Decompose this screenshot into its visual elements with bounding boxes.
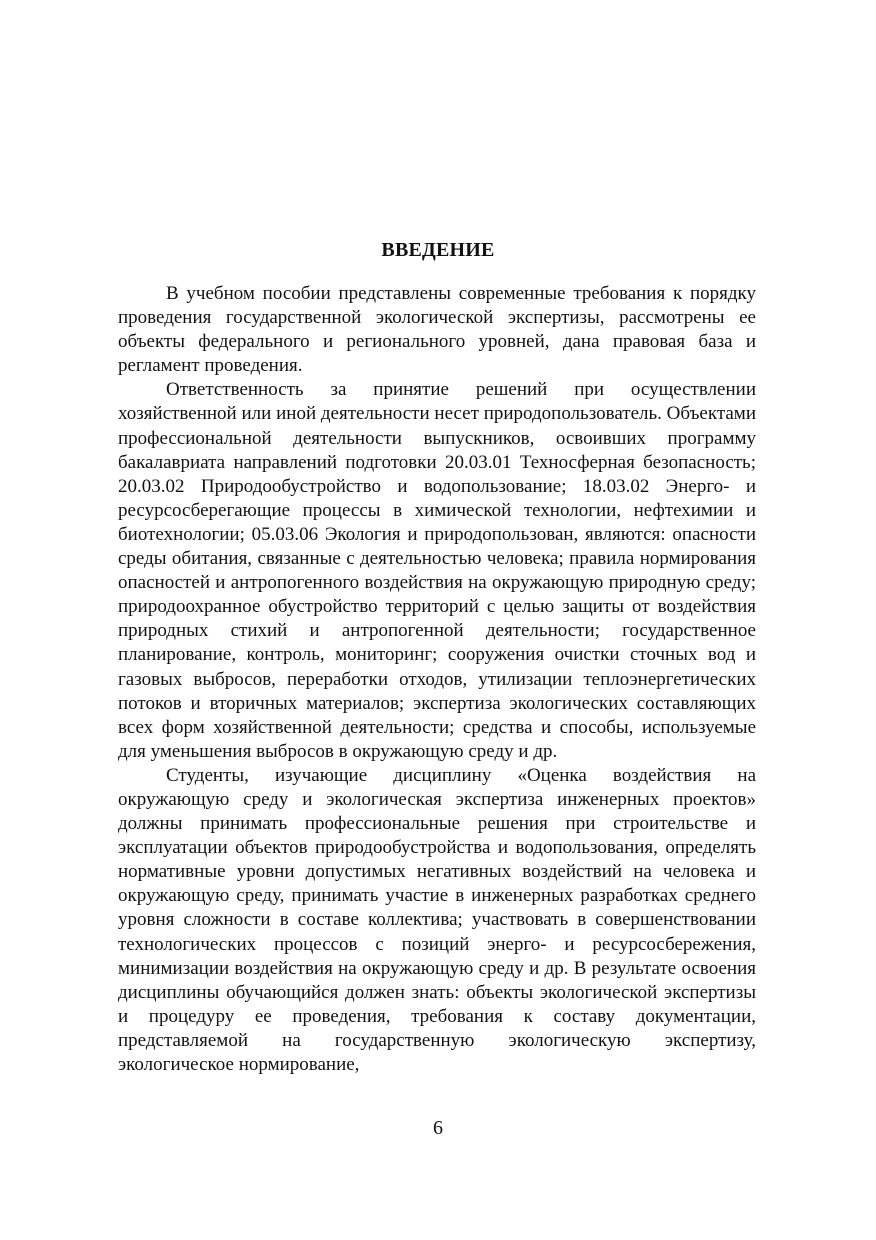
paragraph-2: Ответственность за принятие решений при осуществлении хозяйственной или иной деятельности несет природопользователь. Объектами профессиональной деятельности выпускников, освоивших программу бакалавриата направлений подготовки 20.03.01 Техносферная безопасность; 20.03.02 Природообустройство и водопользование; 18.03.02 Энерго- и ресурсосберегающие процессы в химической технологии, нефтехимии и биотехнологии; 05.03.06 Экология и природопользован, являются: опасности среды обитания, связанные с деятельностью человека; правила нормирования опасностей и антропогенного воздействия на окружающую природную среду; природоохранное обустройство территорий с целью защиты от воздействия природных стихий и антропогенной деятельности; государственное планирование, контроль, мониторинг; сооружения очистки сточных вод и газовых выбросов, переработки отходов, утилизации теплоэнергетических потоков и вторичных материалов; экспертиза экологических составляющих всех форм хозяйственной деятельности; средства и способы, используемые для уменьшения выбросов в окружающую среду и др.: [118, 379, 756, 762]
paragraph-1: В учебном пособии представлены современные требования к порядку проведения государственной экологической экспертизы, рассмотрены ее объекты федерального и регионального уровней, дана правовая база и регламент проведения.: [118, 283, 756, 377]
body-text: [118, 282, 756, 1077]
page-title: ВВЕДЕНИЕ: [381, 239, 495, 261]
paragraph-3: Студенты, изучающие дисциплину «Оценка воздействия на окружающую среду и экологическая экспертиза инженерных проектов» должны принимать профессиональные решения при строительстве и эксплуатации объектов природообустройства и водопользования, определять нормативные уровни допустимых негативных воздействий на человека и окружающую среду, принимать участие в инженерных разработках среднего уровня сложности в составе коллектива; участвовать в совершенствовании технологических процессов с позиций энерго- и ресурсосбережения, минимизации воздействия на окружающую среду и др. В результате освоения дисциплины обучающийся должен знать: объекты экологической экспертизы и процедуру ее проведения, требования к составу документации, представляемой на государственную экологическую экспертизу, экологическое нормирование,: [118, 764, 756, 1075]
page-number: 6: [433, 1117, 443, 1139]
